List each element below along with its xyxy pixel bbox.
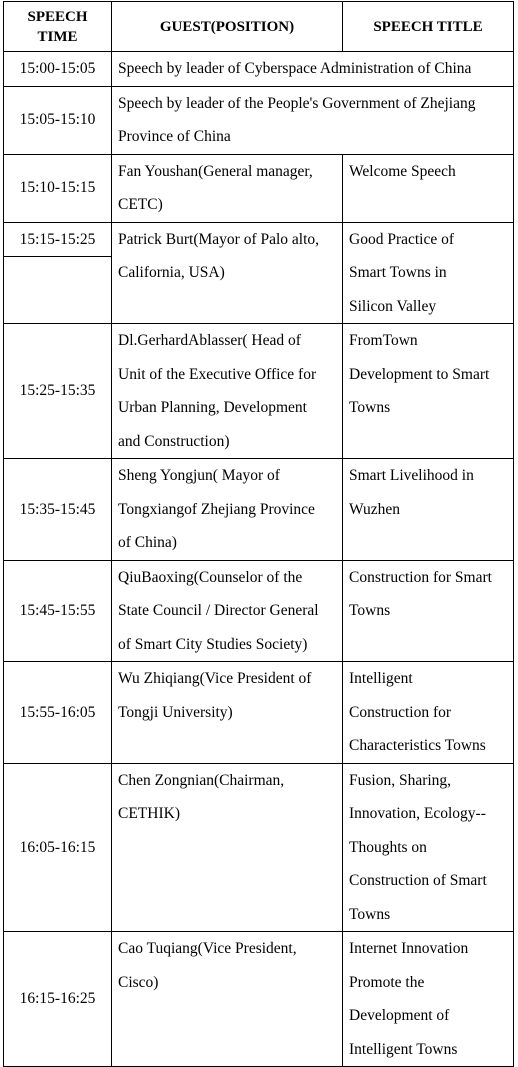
speech-schedule-table — [3, 1, 514, 1067]
title-line: Development of — [349, 1007, 450, 1024]
title-line: Internet Innovation — [349, 940, 469, 957]
table-row — [4, 324, 514, 459]
guest-line: Province of China — [118, 128, 231, 145]
table-row — [4, 154, 514, 222]
title-line: Construction for — [349, 703, 452, 721]
speech-title-cell — [343, 222, 514, 324]
title-line: Towns — [349, 399, 391, 416]
guest-line: CETHIK) — [118, 805, 180, 822]
title-line: Wuzhen — [349, 500, 401, 518]
speech-title-cell — [343, 662, 514, 764]
guest-line: Cisco) — [118, 973, 159, 991]
guest-line: Chen Zongnian(Chairman, — [118, 771, 285, 789]
guest-position-cell — [112, 86, 514, 154]
title-line: Good Practice of — [349, 230, 455, 248]
title-line: Characteristics Towns — [349, 737, 486, 754]
guest-line: of Smart City Studies Society) — [118, 635, 308, 653]
speech-title-cell — [343, 763, 514, 932]
guest-line: Cao Tuqiang(Vice President, — [118, 940, 297, 957]
header-row — [4, 2, 514, 52]
speech-time-cell: 15:00-15:05 — [4, 52, 112, 87]
guest-line: Wu Zhiqiang(Vice President of — [118, 670, 312, 687]
guest-line: Fan Youshan(General manager, — [118, 162, 313, 180]
speech-title-cell — [343, 459, 514, 561]
guest-line: and Construction) — [118, 432, 230, 450]
guest-line: Speech by leader of Cyberspace Administration of China — [118, 60, 472, 77]
title-line: Intelligent — [349, 670, 413, 687]
guest-position-cell — [112, 459, 343, 561]
title-line: Smart Towns in — [349, 264, 447, 281]
table-row — [4, 560, 514, 662]
table-row — [4, 86, 514, 154]
guest-line: Dl.GerhardAblasser( Head of — [118, 332, 301, 349]
title-line: Promote the — [349, 973, 425, 991]
guest-position-cell — [112, 324, 343, 459]
title-line: Towns — [349, 905, 391, 923]
speech-title-cell — [343, 932, 514, 1067]
table-row — [4, 52, 514, 87]
guest-position-cell — [112, 763, 343, 932]
speech-time-cell: 16:05-16:15 — [4, 763, 112, 932]
title-line: Welcome Speech — [349, 162, 456, 180]
header-speech-time: SPEECH TIME — [4, 2, 112, 52]
guest-line: Urban Planning, Development — [118, 399, 307, 416]
speech-time-cell: 16:15-16:25 — [4, 932, 112, 1067]
guest-line: Tongji University) — [118, 703, 233, 721]
speech-title-cell — [343, 560, 514, 662]
speech-time-cell: 15:05-15:10 — [4, 86, 112, 154]
title-line: Construction of Smart — [349, 872, 487, 889]
title-line: Development to Smart — [349, 365, 490, 383]
guest-line: California, USA) — [118, 264, 225, 281]
title-line: Towns — [349, 602, 391, 619]
speech-title-cell — [343, 154, 514, 222]
speech-title-cell — [343, 324, 514, 459]
speech-time-cell: 15:45-15:55 — [4, 560, 112, 662]
title-line: Thoughts on — [349, 838, 427, 856]
guest-line: Sheng Yongjun( Mayor of — [118, 467, 280, 484]
guest-position-cell — [112, 222, 343, 324]
guest-line: State Council / Director General — [118, 602, 319, 619]
guest-line: QiuBaoxing(Counselor of the — [118, 568, 303, 586]
speech-time-cell: 15:35-15:45 — [4, 459, 112, 561]
table-row — [4, 932, 514, 1067]
title-line: Silicon Valley — [349, 297, 437, 315]
speech-time-cell: 15:10-15:15 — [4, 154, 112, 222]
guest-position-cell — [112, 560, 343, 662]
guest-position-cell — [112, 52, 514, 87]
guest-line: Tongxiangof Zhejiang Province — [118, 500, 315, 518]
title-line: Innovation, Ecology-- — [349, 805, 486, 822]
title-line: Intelligent Towns — [349, 1040, 458, 1058]
title-line: Smart Livelihood in — [349, 467, 474, 484]
table-row — [4, 459, 514, 561]
guest-position-cell — [112, 662, 343, 764]
guest-line: Speech by leader of the People's Government of Zhejiang — [118, 94, 476, 112]
title-line: Construction for Smart — [349, 568, 492, 586]
guest-position-cell — [112, 932, 343, 1067]
title-line: Fusion, Sharing, — [349, 771, 452, 789]
speech-time-cell: 15:15-15:25 — [4, 222, 112, 257]
table-row — [4, 763, 514, 932]
speech-time-cell: 15:25-15:35 — [4, 324, 112, 459]
speech-time-cell-empty — [4, 257, 112, 324]
guest-line: Unit of the Executive Office for — [118, 365, 317, 383]
title-line: FromTown — [349, 332, 418, 349]
guest-line: of China) — [118, 534, 177, 551]
speech-time-cell: 15:55-16:05 — [4, 662, 112, 764]
table-row — [4, 662, 514, 764]
table-row — [4, 222, 514, 257]
guest-line: Patrick Burt(Mayor of Palo alto, — [118, 230, 320, 248]
header-speech-title: SPEECH TITLE — [343, 2, 514, 52]
header-guest-position: GUEST(POSITION) — [112, 2, 343, 52]
guest-position-cell — [112, 154, 343, 222]
guest-line: CETC) — [118, 196, 163, 213]
